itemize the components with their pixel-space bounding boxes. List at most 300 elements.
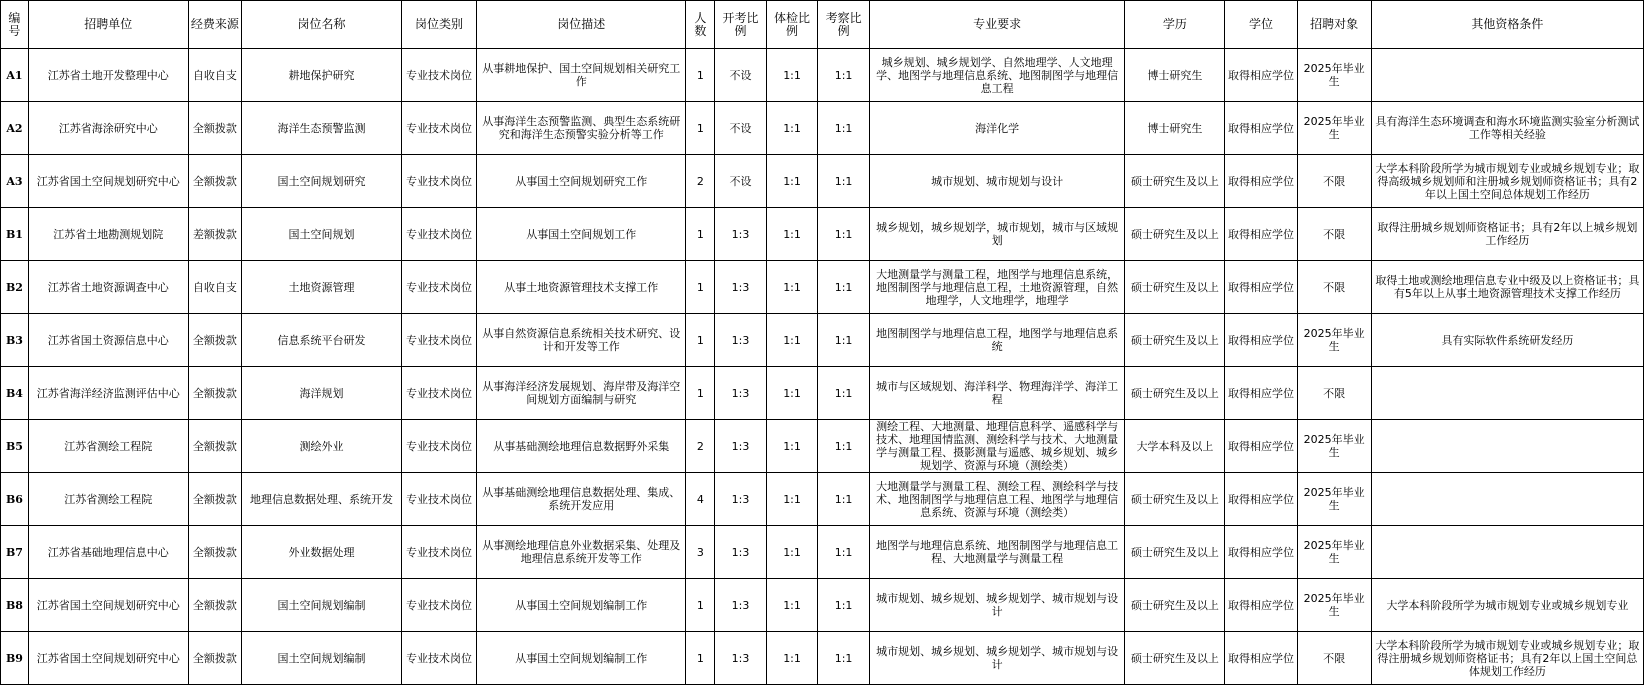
cell-text: 国土空间规划 xyxy=(288,227,355,241)
column-header-exam-ratio: 开考比例 xyxy=(715,1,767,49)
table-row xyxy=(1,49,1644,102)
column-header-category: 岗位类别 xyxy=(401,1,476,49)
cell-funding xyxy=(188,208,242,261)
cell-text: 2025年毕业生 xyxy=(1303,433,1365,459)
cell-description xyxy=(477,526,686,579)
cell-id xyxy=(1,261,29,314)
cell-target xyxy=(1297,473,1371,526)
cell-text: 专业技术岗位 xyxy=(406,386,473,400)
column-header-target: 招聘对象 xyxy=(1297,1,1371,49)
column-header-education: 学历 xyxy=(1125,1,1225,49)
cell-text: 城乡规划，城乡规划学，城市规划，城市与区域规划 xyxy=(876,221,1119,247)
cell-text: 海洋规划 xyxy=(299,386,344,400)
cell-position xyxy=(242,473,402,526)
cell-category xyxy=(401,367,476,420)
cell-text: 从事海洋经济发展规划、海岸带及海洋空间规划方面编制与研究 xyxy=(482,380,681,406)
cell-education xyxy=(1125,314,1225,367)
cell-inspection-ratio xyxy=(818,261,870,314)
cell-text: 1:1 xyxy=(834,227,853,241)
cell-inspection-ratio xyxy=(818,632,870,685)
cell-text: 硕士研究生及以上 xyxy=(1130,386,1219,400)
cell-text: 2 xyxy=(696,174,704,188)
cell-count xyxy=(686,49,715,102)
cell-text: 取得相应学位 xyxy=(1227,651,1294,665)
cell-description xyxy=(477,632,686,685)
cell-text: 博士研究生 xyxy=(1147,68,1203,82)
cell-text: 专业技术岗位 xyxy=(406,598,473,612)
column-header-description: 岗位描述 xyxy=(477,1,686,49)
cell-degree xyxy=(1225,473,1297,526)
cell-other-qualifications xyxy=(1371,314,1643,367)
cell-funding xyxy=(188,526,242,579)
cell-description xyxy=(477,155,686,208)
cell-text: 2025年毕业生 xyxy=(1303,592,1365,618)
cell-text: 1:1 xyxy=(834,121,853,135)
cell-degree xyxy=(1225,420,1297,473)
cell-physical-ratio xyxy=(766,367,818,420)
cell-text: 取得注册城乡规划师资格证书；具有2年以上城乡规划工作经历 xyxy=(1377,221,1638,247)
cell-employer xyxy=(28,49,188,102)
cell-text: 1 xyxy=(696,227,704,241)
cell-text: A3 xyxy=(6,174,23,188)
cell-text: 江苏省土地资源调查中心 xyxy=(47,280,169,294)
cell-text: 2 xyxy=(696,439,704,453)
cell-id xyxy=(1,102,29,155)
cell-employer xyxy=(28,526,188,579)
cell-text: 全额拨款 xyxy=(192,333,237,347)
cell-other-qualifications xyxy=(1371,367,1643,420)
cell-text: 1:1 xyxy=(783,439,801,453)
cell-employer xyxy=(28,473,188,526)
cell-text: 取得相应学位 xyxy=(1227,386,1294,400)
cell-inspection-ratio xyxy=(818,314,870,367)
cell-description xyxy=(477,473,686,526)
cell-other-qualifications xyxy=(1371,261,1643,314)
header-row xyxy=(1,1,1644,49)
cell-text: 1:3 xyxy=(731,492,750,506)
cell-text: 全额拨款 xyxy=(192,174,237,188)
cell-text: 大学本科阶段所学为城市规划专业或城乡规划专业；取得高级城乡规划师和注册城乡规划师资格证书；具有2年以上国土空间总体规划工作经历 xyxy=(1375,161,1640,201)
cell-text: 江苏省海涂研究中心 xyxy=(58,121,158,135)
cell-text: 全额拨款 xyxy=(192,386,237,400)
cell-text: 具有海洋生态环境调查和海水环境监测实验室分析测试工作等相关经验 xyxy=(1375,115,1640,141)
cell-text: 硕士研究生及以上 xyxy=(1130,227,1219,241)
cell-text: 不限 xyxy=(1323,174,1346,188)
cell-count xyxy=(686,102,715,155)
cell-text: B8 xyxy=(5,598,23,612)
cell-education xyxy=(1125,49,1225,102)
cell-text: A2 xyxy=(6,121,23,135)
cell-text: 2025年毕业生 xyxy=(1303,327,1365,353)
cell-other-qualifications xyxy=(1371,579,1643,632)
cell-target xyxy=(1297,208,1371,261)
cell-category xyxy=(401,526,476,579)
cell-text: 硕士研究生及以上 xyxy=(1130,174,1219,188)
cell-text: 1:1 xyxy=(783,121,801,135)
cell-employer xyxy=(28,632,188,685)
cell-text: 大学本科阶段所学为城市规划专业或城乡规划专业 xyxy=(1386,598,1629,612)
cell-text: 1 xyxy=(696,121,704,135)
cell-text: B9 xyxy=(5,651,23,665)
cell-position xyxy=(242,632,402,685)
cell-education xyxy=(1125,526,1225,579)
cell-category xyxy=(401,579,476,632)
table-row xyxy=(1,579,1644,632)
cell-text: 取得相应学位 xyxy=(1227,333,1294,347)
cell-physical-ratio xyxy=(766,632,818,685)
cell-category xyxy=(401,420,476,473)
cell-text: 城市规划、城市规划与设计 xyxy=(931,174,1064,188)
cell-count xyxy=(686,632,715,685)
cell-other-qualifications xyxy=(1371,102,1643,155)
cell-text: 全额拨款 xyxy=(192,439,237,453)
cell-target xyxy=(1297,314,1371,367)
cell-exam-ratio xyxy=(715,579,767,632)
cell-text: 专业技术岗位 xyxy=(406,439,473,453)
cell-text: 1:1 xyxy=(783,227,801,241)
cell-text: 1:3 xyxy=(731,545,750,559)
cell-physical-ratio xyxy=(766,420,818,473)
cell-id xyxy=(1,473,29,526)
cell-text: 2025年毕业生 xyxy=(1303,115,1365,141)
table-row xyxy=(1,314,1644,367)
cell-text: 1:3 xyxy=(731,280,750,294)
cell-degree xyxy=(1225,367,1297,420)
cell-physical-ratio xyxy=(766,579,818,632)
cell-text: 城乡规划、城乡规划学、自然地理学、人文地理学、地图学与地理信息系统、地图制图学与地理信息工程 xyxy=(876,55,1119,95)
cell-description xyxy=(477,261,686,314)
cell-count xyxy=(686,473,715,526)
cell-degree xyxy=(1225,261,1297,314)
table-row xyxy=(1,155,1644,208)
cell-text: 2025年毕业生 xyxy=(1303,539,1365,565)
cell-count xyxy=(686,155,715,208)
cell-target xyxy=(1297,155,1371,208)
cell-text: 博士研究生 xyxy=(1147,121,1203,135)
cell-target xyxy=(1297,367,1371,420)
cell-description xyxy=(477,208,686,261)
cell-text: 1:1 xyxy=(834,651,853,665)
cell-text: 4 xyxy=(696,492,704,506)
cell-text: B3 xyxy=(5,333,23,347)
cell-text: 大地测量学与测量工程、测绘工程、测绘科学与技术、地图制图学与地理信息工程、地图学与地理信息系统、资源与环境（测绘类） xyxy=(876,479,1119,519)
cell-target xyxy=(1297,261,1371,314)
cell-physical-ratio xyxy=(766,526,818,579)
cell-employer xyxy=(28,367,188,420)
cell-text: 江苏省测绘工程院 xyxy=(64,439,153,453)
cell-category xyxy=(401,314,476,367)
cell-text: 测绘外业 xyxy=(299,439,344,453)
cell-other-qualifications xyxy=(1371,526,1643,579)
cell-id xyxy=(1,367,29,420)
cell-text: 从事国土空间规划编制工作 xyxy=(515,598,648,612)
cell-exam-ratio xyxy=(715,208,767,261)
cell-text: 不限 xyxy=(1323,227,1346,241)
cell-exam-ratio xyxy=(715,261,767,314)
cell-category xyxy=(401,261,476,314)
cell-position xyxy=(242,526,402,579)
cell-degree xyxy=(1225,526,1297,579)
cell-exam-ratio xyxy=(715,632,767,685)
cell-text: 地图制图学与地理信息工程，地图学与地理信息系统 xyxy=(876,327,1119,353)
cell-text: 取得相应学位 xyxy=(1227,121,1294,135)
cell-exam-ratio xyxy=(715,367,767,420)
cell-text: B4 xyxy=(5,386,23,400)
cell-description xyxy=(477,420,686,473)
cell-text: 从事国土空间规划编制工作 xyxy=(515,651,648,665)
cell-text: 全额拨款 xyxy=(192,545,237,559)
cell-text: 1:3 xyxy=(731,651,750,665)
column-header-employer: 招聘单位 xyxy=(28,1,188,49)
cell-physical-ratio xyxy=(766,102,818,155)
cell-degree xyxy=(1225,49,1297,102)
column-header-funding: 经费来源 xyxy=(188,1,242,49)
cell-text: 1:3 xyxy=(731,598,750,612)
cell-text: 海洋生态预警监测 xyxy=(277,121,366,135)
column-header-inspection-ratio: 考察比例 xyxy=(818,1,870,49)
cell-text: 1:1 xyxy=(834,174,853,188)
cell-education xyxy=(1125,420,1225,473)
column-header-degree: 学位 xyxy=(1225,1,1297,49)
cell-text: 1:1 xyxy=(783,651,801,665)
cell-text: 1:1 xyxy=(834,598,853,612)
cell-major xyxy=(869,155,1125,208)
cell-text: 从事自然资源信息系统相关技术研究、设计和开发等工作 xyxy=(482,327,681,353)
cell-major xyxy=(869,208,1125,261)
cell-count xyxy=(686,261,715,314)
cell-text: 1:1 xyxy=(783,68,801,82)
cell-other-qualifications xyxy=(1371,208,1643,261)
cell-text: 1:3 xyxy=(731,386,750,400)
cell-text: 1 xyxy=(696,68,704,82)
cell-position xyxy=(242,155,402,208)
cell-text: 从事土地资源管理技术支撑工作 xyxy=(504,280,659,294)
cell-text: 1:1 xyxy=(783,333,801,347)
cell-education xyxy=(1125,632,1225,685)
cell-text: 专业技术岗位 xyxy=(406,651,473,665)
cell-text: 1:1 xyxy=(834,333,853,347)
cell-inspection-ratio xyxy=(818,579,870,632)
cell-text: 硕士研究生及以上 xyxy=(1130,280,1219,294)
cell-employer xyxy=(28,261,188,314)
cell-major xyxy=(869,420,1125,473)
cell-major xyxy=(869,579,1125,632)
cell-education xyxy=(1125,367,1225,420)
cell-employer xyxy=(28,314,188,367)
cell-physical-ratio xyxy=(766,473,818,526)
cell-funding xyxy=(188,420,242,473)
cell-position xyxy=(242,102,402,155)
cell-text: 1:1 xyxy=(783,545,801,559)
cell-physical-ratio xyxy=(766,261,818,314)
cell-text: 取得相应学位 xyxy=(1227,545,1294,559)
cell-text: 1:3 xyxy=(731,333,750,347)
cell-physical-ratio xyxy=(766,314,818,367)
cell-text: 江苏省土地开发整理中心 xyxy=(47,68,169,82)
cell-id xyxy=(1,420,29,473)
cell-text: 取得相应学位 xyxy=(1227,68,1294,82)
cell-text: 硕士研究生及以上 xyxy=(1130,598,1219,612)
cell-text: 城市规划、城乡规划、城乡规划学、城市规划与设计 xyxy=(876,592,1119,618)
cell-text: 自收自支 xyxy=(192,280,237,294)
cell-text: 全额拨款 xyxy=(192,492,237,506)
cell-education xyxy=(1125,473,1225,526)
cell-text: 江苏省测绘工程院 xyxy=(64,492,153,506)
cell-text: 从事测绘地理信息外业数据采集、处理及地理信息系统开发等工作 xyxy=(482,539,681,565)
table-row xyxy=(1,367,1644,420)
cell-major xyxy=(869,102,1125,155)
cell-text: 江苏省国土空间规划研究中心 xyxy=(36,651,180,665)
cell-description xyxy=(477,314,686,367)
cell-text: 1 xyxy=(696,651,704,665)
cell-education xyxy=(1125,208,1225,261)
cell-text: 信息系统平台研发 xyxy=(277,333,366,347)
cell-text: 从事国土空间规划研究工作 xyxy=(515,174,648,188)
cell-text: 城市与区域规划、海洋科学、物理海洋学、海洋工程 xyxy=(876,380,1119,406)
cell-text: 1 xyxy=(696,386,704,400)
cell-text: 全额拨款 xyxy=(192,121,237,135)
cell-text: B5 xyxy=(5,439,23,453)
cell-count xyxy=(686,367,715,420)
column-header-count: 人数 xyxy=(686,1,715,49)
cell-funding xyxy=(188,473,242,526)
cell-education xyxy=(1125,155,1225,208)
cell-text: 取得土地或测绘地理信息专业中级及以上资格证书；具有5年以上从事土地资源管理技术支撑工作经历 xyxy=(1375,274,1640,300)
cell-text: B2 xyxy=(5,280,23,294)
cell-exam-ratio xyxy=(715,155,767,208)
table-body xyxy=(1,49,1644,685)
cell-funding xyxy=(188,155,242,208)
cell-text: 大学本科阶段所学为城市规划专业或城乡规划专业；取得注册城乡规划师资格证书；具有2年以上国土空间总体规划工作经历 xyxy=(1375,638,1640,678)
cell-education xyxy=(1125,102,1225,155)
cell-count xyxy=(686,420,715,473)
cell-employer xyxy=(28,102,188,155)
cell-text: 1:1 xyxy=(783,492,801,506)
cell-funding xyxy=(188,49,242,102)
cell-id xyxy=(1,208,29,261)
cell-text: 1 xyxy=(696,333,704,347)
cell-text: 全额拨款 xyxy=(192,598,237,612)
cell-text: 耕地保护研究 xyxy=(288,68,355,82)
cell-text: 取得相应学位 xyxy=(1227,174,1294,188)
cell-text: A1 xyxy=(6,68,23,82)
cell-text: 江苏省基础地理信息中心 xyxy=(47,545,169,559)
cell-education xyxy=(1125,579,1225,632)
cell-description xyxy=(477,102,686,155)
cell-text: 从事基础测绘地理信息数据野外采集 xyxy=(493,439,670,453)
cell-id xyxy=(1,632,29,685)
cell-id xyxy=(1,314,29,367)
cell-text: 专业技术岗位 xyxy=(406,280,473,294)
cell-description xyxy=(477,367,686,420)
cell-inspection-ratio xyxy=(818,526,870,579)
table-row xyxy=(1,526,1644,579)
cell-target xyxy=(1297,579,1371,632)
cell-exam-ratio xyxy=(715,49,767,102)
cell-position xyxy=(242,420,402,473)
cell-category xyxy=(401,155,476,208)
cell-text: 取得相应学位 xyxy=(1227,280,1294,294)
cell-exam-ratio xyxy=(715,473,767,526)
cell-text: 大地测量学与测量工程，地图学与地理信息系统，地图制图学与地理信息工程，土地资源管理，自然地理学，人文地理学，地理学 xyxy=(876,267,1119,307)
cell-text: 1 xyxy=(696,280,704,294)
cell-description xyxy=(477,579,686,632)
cell-funding xyxy=(188,632,242,685)
cell-text: 专业技术岗位 xyxy=(406,121,473,135)
cell-count xyxy=(686,208,715,261)
cell-text: 江苏省国土空间规划研究中心 xyxy=(36,174,180,188)
cell-degree xyxy=(1225,155,1297,208)
cell-employer xyxy=(28,420,188,473)
cell-major xyxy=(869,526,1125,579)
cell-inspection-ratio xyxy=(818,208,870,261)
cell-text: 专业技术岗位 xyxy=(406,68,473,82)
cell-physical-ratio xyxy=(766,155,818,208)
cell-text: 从事耕地保护、国土空间规划相关研究工作 xyxy=(482,62,681,88)
cell-text: 1:3 xyxy=(731,227,750,241)
cell-text: 1:1 xyxy=(834,492,853,506)
cell-inspection-ratio xyxy=(818,49,870,102)
cell-text: 取得相应学位 xyxy=(1227,598,1294,612)
cell-id xyxy=(1,49,29,102)
cell-category xyxy=(401,208,476,261)
column-header-other-qualifications: 其他资格条件 xyxy=(1371,1,1643,49)
cell-degree xyxy=(1225,314,1297,367)
cell-degree xyxy=(1225,102,1297,155)
cell-other-qualifications xyxy=(1371,632,1643,685)
cell-text: 2025年毕业生 xyxy=(1303,62,1365,88)
cell-exam-ratio xyxy=(715,314,767,367)
cell-text: 专业技术岗位 xyxy=(406,333,473,347)
cell-text: 2025年毕业生 xyxy=(1303,486,1365,512)
cell-text: B7 xyxy=(5,545,23,559)
cell-position xyxy=(242,579,402,632)
cell-text: 取得相应学位 xyxy=(1227,492,1294,506)
cell-text: 全额拨款 xyxy=(192,651,237,665)
cell-position xyxy=(242,314,402,367)
cell-employer xyxy=(28,155,188,208)
cell-description xyxy=(477,49,686,102)
cell-text: 1:1 xyxy=(834,439,853,453)
cell-text: 国土空间规划研究 xyxy=(277,174,366,188)
table-row xyxy=(1,208,1644,261)
cell-text: 测绘工程、大地测量、地理信息科学、遥感科学与技术、地理国情监测、测绘科学与技术、大地测量学与测量工程、摄影测量与遥感、城乡规划、城乡规划学、资源与环境（测绘类） xyxy=(876,420,1119,472)
cell-text: 1:1 xyxy=(834,386,853,400)
cell-funding xyxy=(188,314,242,367)
cell-text: 专业技术岗位 xyxy=(406,492,473,506)
cell-funding xyxy=(188,579,242,632)
cell-other-qualifications xyxy=(1371,420,1643,473)
cell-degree xyxy=(1225,208,1297,261)
cell-count xyxy=(686,314,715,367)
cell-text: 1 xyxy=(696,598,704,612)
cell-text: 国土空间规划编制 xyxy=(277,598,366,612)
cell-inspection-ratio xyxy=(818,367,870,420)
cell-count xyxy=(686,526,715,579)
cell-physical-ratio xyxy=(766,208,818,261)
cell-target xyxy=(1297,49,1371,102)
cell-text: 具有实际软件系统研发经历 xyxy=(1441,333,1574,347)
cell-position xyxy=(242,208,402,261)
cell-count xyxy=(686,579,715,632)
cell-text: 自收自支 xyxy=(192,68,237,82)
cell-text: 专业技术岗位 xyxy=(406,545,473,559)
cell-major xyxy=(869,261,1125,314)
cell-funding xyxy=(188,261,242,314)
cell-exam-ratio xyxy=(715,420,767,473)
cell-text: 硕士研究生及以上 xyxy=(1130,333,1219,347)
cell-major xyxy=(869,473,1125,526)
